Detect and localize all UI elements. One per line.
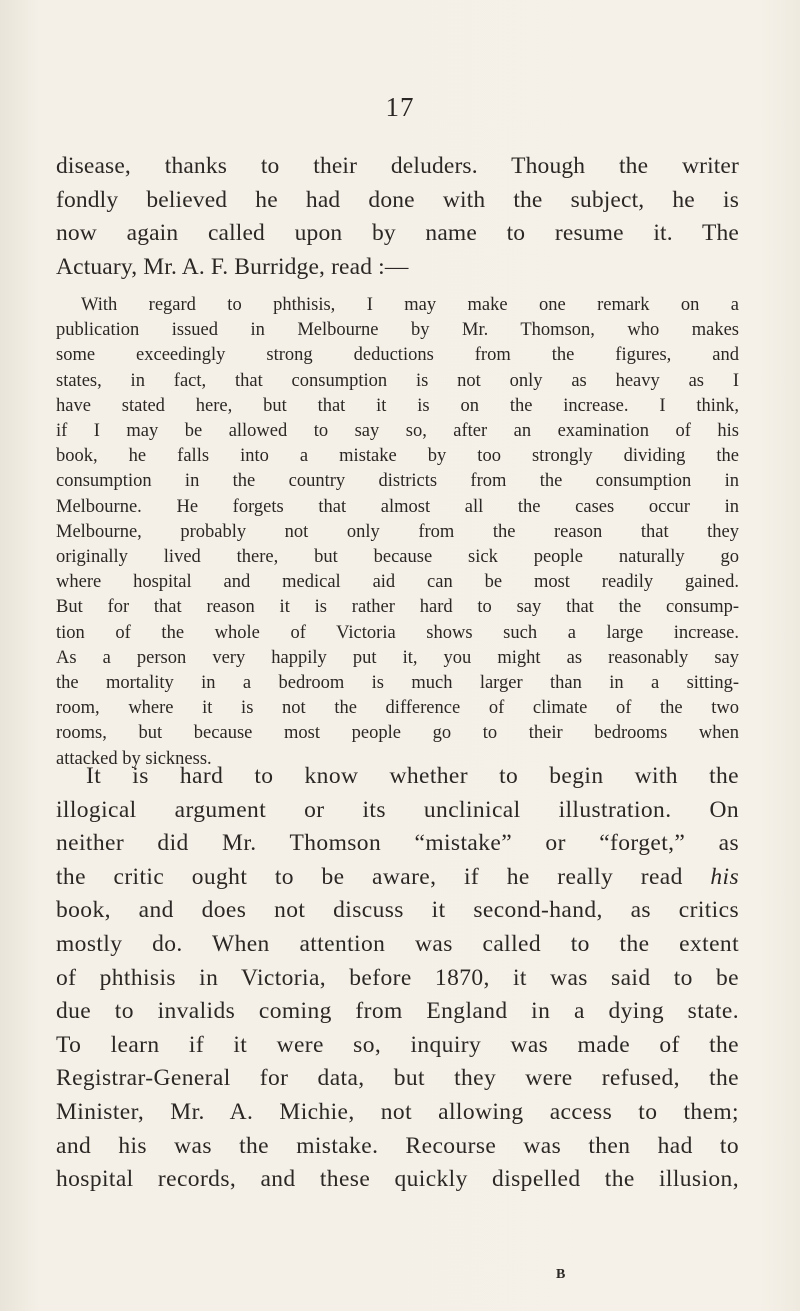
text-line: Minister, Mr. A. Michie, not allowing access to them; [56,1098,739,1125]
text-line: neither did Mr. Thomson “mistake” or “forget,” as [56,830,739,857]
quote-line: states, in fact, that consumption is not only as heavy as I [56,370,739,391]
quote-line: room, where it is not the difference of climate of the two [56,698,739,719]
text-line: illogical argument or its unclinical illustration. On [56,796,739,823]
quote-line: book, he falls into a mistake by too strongly dividing the [56,446,739,467]
text-line: To learn if it were so, inquiry was made of the [56,1031,739,1058]
text-line: Actuary, Mr. A. F. Burridge, read :— [56,253,409,280]
quote-line: originally lived there, but because sick people naturally go [56,547,739,568]
quote-line: consumption in the country districts from the consumption in [56,471,739,492]
text-line: due to invalids coming from England in a dying state. [56,998,739,1025]
text-line: It is hard to know whether to begin with the [86,763,739,789]
page-number: 17 [385,92,415,122]
quote-line: the mortality in a bedroom is much larger than in a sitting- [56,673,739,694]
quote-line: But for that reason it is rather hard to say that the consump- [56,597,739,618]
quote-line: Melbourne, probably not only from the reason that they [56,521,739,542]
text-fragment: the critic ought to be aware, if he really read [56,863,711,890]
text-line: book, and does not discuss it second-hand, as critics [56,897,739,924]
quote-line: rooms, but because most people go to their bedrooms when [56,723,739,744]
text-line: now again called upon by name to resume it. The [56,220,739,246]
quote-line: attacked by sickness. [56,748,212,769]
quote-line: With regard to phthisis, I may make one remark on a [81,295,739,315]
quote-line: publication issued in Melbourne by Mr. Thomson, who makes [56,320,739,341]
paragraph-response [56,760,739,1197]
signature-mark: B [556,1267,567,1282]
text-line: mostly do. When attention was called to the extent [56,930,739,957]
quote-line: where hospital and medical aid can be most readily gained. [56,572,739,593]
text-line: Registrar-General for data, but they were refused, the [56,1065,739,1092]
text-line: hospital records, and these quickly dispelled the illusion, [56,1166,739,1193]
quote-line: Melbourne. He forgets that almost all the cases occur in [56,496,739,517]
text-line: and his was the mistake. Recourse was then had to [56,1132,739,1159]
quote-line: tion of the whole of Victoria shows such a large increase. [56,622,739,643]
quote-line: have stated here, but that it is on the increase. I think, [56,395,739,416]
text-line: disease, thanks to their deluders. Though the writer [56,153,739,179]
text-line: fondly believed he had done with the subject, he is [56,186,739,213]
text-line: of phthisis in Victoria, before 1870, it was said to be [56,964,739,991]
italic-word: his [710,863,739,890]
quote-line: if I may be allowed to say so, after an examination of his [56,421,739,442]
quote-line: some exceedingly strong deductions from the figures, and [56,345,739,366]
quote-line: As a person very happily put it, you might as reasonably say [56,647,739,668]
quoted-statement [56,293,739,772]
text-line [56,861,739,895]
paragraph-intro [56,150,739,284]
